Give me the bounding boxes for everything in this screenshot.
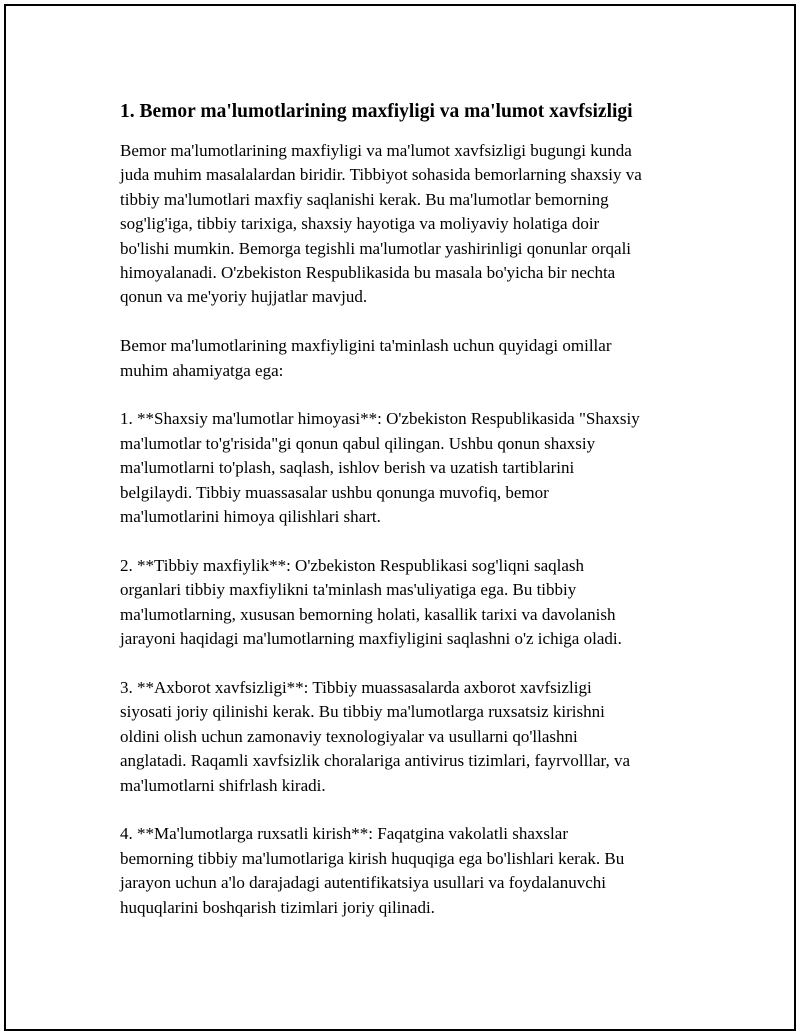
text-line: organlari tibbiy maxfiylikni ta'minlash mas'uliyatiga ega. Bu tibbiy — [120, 580, 577, 600]
text-line: 1. **Shaxsiy ma'lumotlar himoyasi**: O'zbekiston Respublikasida "Shaxsiy — [120, 409, 640, 429]
text-line: Bemor ma'lumotlarining maxfiyligini ta'minlash uchun quyidagi omillar — [120, 336, 612, 356]
text-line: ma'lumotlarning, xususan bemorning holati, kasallik tarixi va davolanish — [120, 604, 616, 624]
text-line: ma'lumotlar to'g'risida"gi qonun qabul qilingan. Ushbu qonun shaxsiy — [120, 433, 596, 453]
text-line: ma'lumotlarni to'plash, saqlash, ishlov berish va uzatish tartiblarini — [120, 458, 575, 478]
list-item-personal-data — [120, 407, 700, 529]
text-line: huquqlarini boshqarish tizimlari joriy qilinadi. — [120, 897, 435, 917]
text-line: juda muhim masalalardan biridir. Tibbiyot sohasida bemorlarning shaxsiy va — [120, 165, 642, 185]
text-line: siyosati joriy qilinishi kerak. Bu tibbiy ma'lumotlarga ruxsatsiz kirishni — [120, 702, 605, 722]
text-line: belgilaydi. Tibbiy muassasalar ushbu qonunga muvofiq, bemor — [120, 482, 549, 502]
text-line: oldini olish uchun zamonaviy texnologiyalar va usullarni qo'llashni — [120, 726, 578, 746]
text-line: himoyalanadi. O'zbekiston Respublikasida bu masala bo'yicha bir nechta — [120, 263, 616, 283]
text-line: 4. **Ma'lumotlarga ruxsatli kirish**: Faqatgina vakolatli shaxslar — [120, 824, 568, 844]
list-item-medical-confidentiality — [120, 554, 700, 652]
text-line: jarayon uchun a'lo darajadagi autentifikatsiya usullari va foydalanuvchi — [120, 873, 606, 893]
text-line: ma'lumotlarni shifrlash kiradi. — [120, 775, 326, 795]
document-body — [120, 99, 700, 944]
text-line: tibbiy ma'lumotlari maxfiy saqlanishi kerak. Bu ma'lumotlar bemorning — [120, 189, 609, 209]
text-line: ma'lumotlarini himoya qilishlari shart. — [120, 507, 381, 527]
page-title: 1. Bemor ma'lumotlarining maxfiyligi va ma'lumot xavfsizligi — [120, 101, 633, 122]
text-line: sog'lig'iga, tibbiy tarixiga, shaxsiy hayotiga va moliyaviy holatiga doir — [120, 214, 600, 234]
paragraph-factors-intro — [120, 334, 700, 383]
text-line: anglatadi. Raqamli xavfsizlik choralariga antivirus tizimlari, fayrvolllar, va — [120, 751, 631, 771]
page-frame — [4, 4, 796, 1031]
text-line: Bemor ma'lumotlarining maxfiyligi va ma'lumot xavfsizligi bugungi kunda — [120, 141, 632, 160]
list-item-information-security — [120, 676, 700, 798]
text-line: 2. **Tibbiy maxfiylik**: O'zbekiston Respublikasi sog'liqni saqlash — [120, 555, 585, 575]
paragraph-intro — [120, 139, 700, 310]
text-line: 3. **Axborot xavfsizligi**: Tibbiy muassasalarda axborot xavfsizligi — [120, 677, 592, 697]
text-line: bemorning tibbiy ma'lumotlariga kirish huquqiga ega bo'lishlari kerak. Bu — [120, 848, 625, 868]
text-line: bo'lishi mumkin. Bemorga tegishli ma'lumotlar yashirinligi qonunlar orqali — [120, 238, 632, 258]
text-line: jarayoni haqidagi ma'lumotlarning maxfiyligini saqlashni o'z ichiga oladi. — [120, 629, 622, 649]
list-item-authorized-access — [120, 822, 700, 920]
text-line: qonun va me'yoriy hujjatlar mavjud. — [120, 287, 368, 307]
text-line: muhim ahamiyatga ega: — [120, 360, 284, 380]
